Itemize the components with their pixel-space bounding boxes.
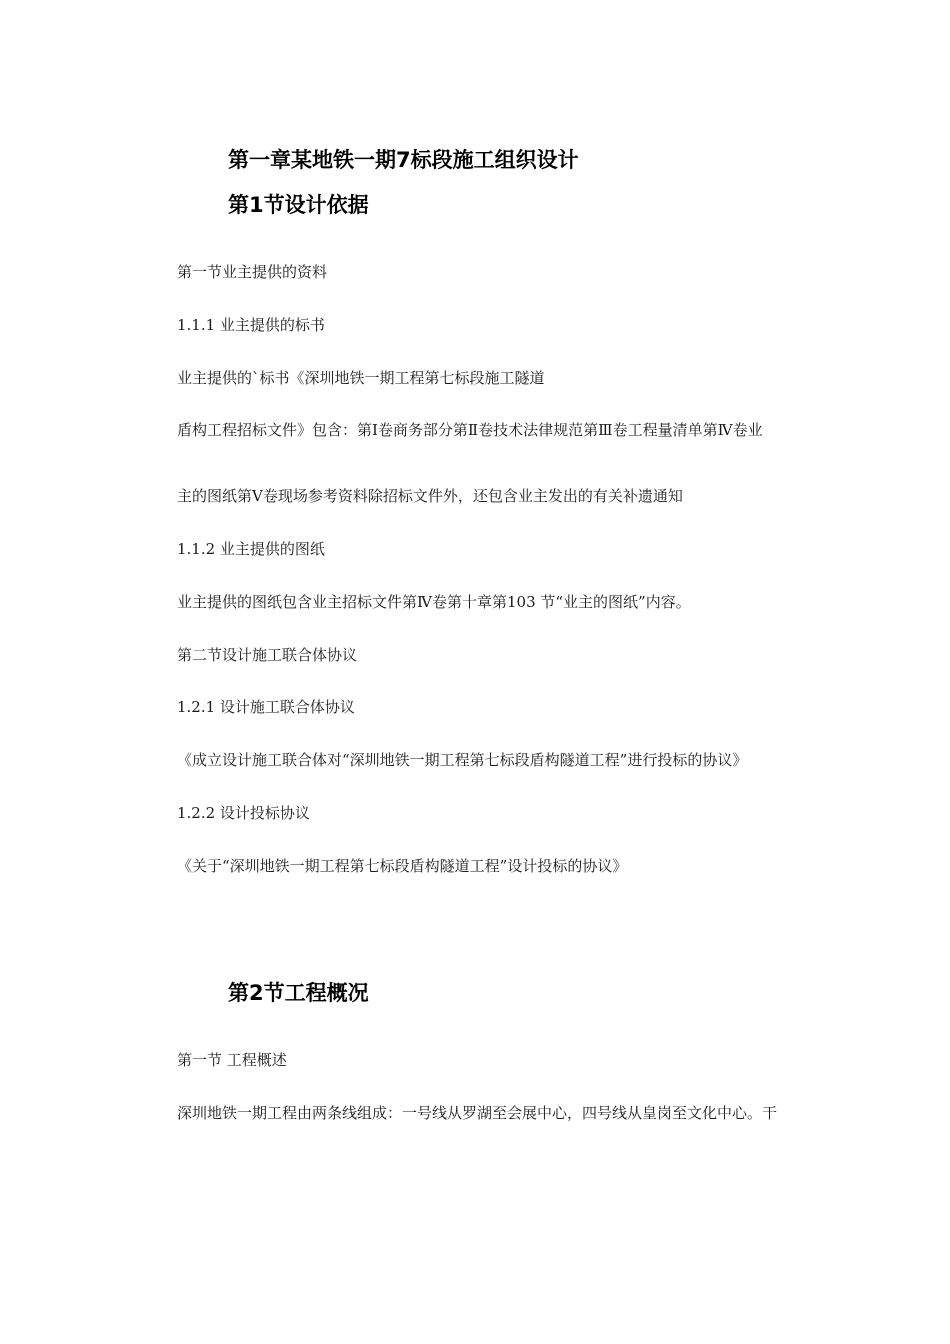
item-1-1-2-title: 1.1.2 业主提供的图纸 (177, 540, 325, 558)
section-2-text-line1: 深圳地铁一期工程由两条线组成：一号线从罗湖至会展中心，四号线从皇岗至文化中心。干 (177, 1104, 778, 1122)
item-1-1-1-text-line3: 主的图纸第Ⅴ卷现场参考资料除招标文件外，还包含业主发出的有关补遗通知 (177, 487, 683, 505)
section-2-heading: 第2节工程概况 (228, 981, 369, 1005)
item-1-2-2-text: 《关于“深圳地铁一期工程第七标段盾构隧道工程”设计投标的协议》 (177, 857, 628, 875)
item-1-1-1-title: 1.1.1 业主提供的标书 (177, 316, 325, 334)
item-1-1-2-text: 业主提供的图纸包含业主招标文件第Ⅳ卷第十章第103 节“业主的图纸”内容。 (177, 593, 691, 611)
item-1-2-2-title: 1.2.2 设计投标协议 (177, 804, 310, 822)
item-1-2-1-text: 《成立设计施工联合体对“深圳地铁一期工程第七标段盾构隧道工程”进行投标的协议》 (177, 751, 748, 769)
subsection-2-1-title: 第一节 工程概述 (177, 1051, 287, 1069)
item-1-1-1-text-line2: 盾构工程招标文件》包含：第Ⅰ卷商务部分第Ⅱ卷技术法律规范第Ⅲ卷工程量清单第Ⅳ卷业 (177, 421, 763, 439)
item-1-2-1-title: 1.2.1 设计施工联合体协议 (177, 698, 355, 716)
subsection-1-1-title: 第一节业主提供的资料 (177, 263, 328, 281)
chapter-title: 第一章某地铁一期7标段施工组织设计 (228, 148, 579, 172)
section-1-heading: 第1节设计依据 (228, 193, 369, 217)
subsection-1-2-title: 第二节设计施工联合体协议 (177, 646, 358, 664)
item-1-1-1-text-line1: 业主提供的`标书《深圳地铁一期工程第七标段施工隧道 (177, 369, 545, 387)
